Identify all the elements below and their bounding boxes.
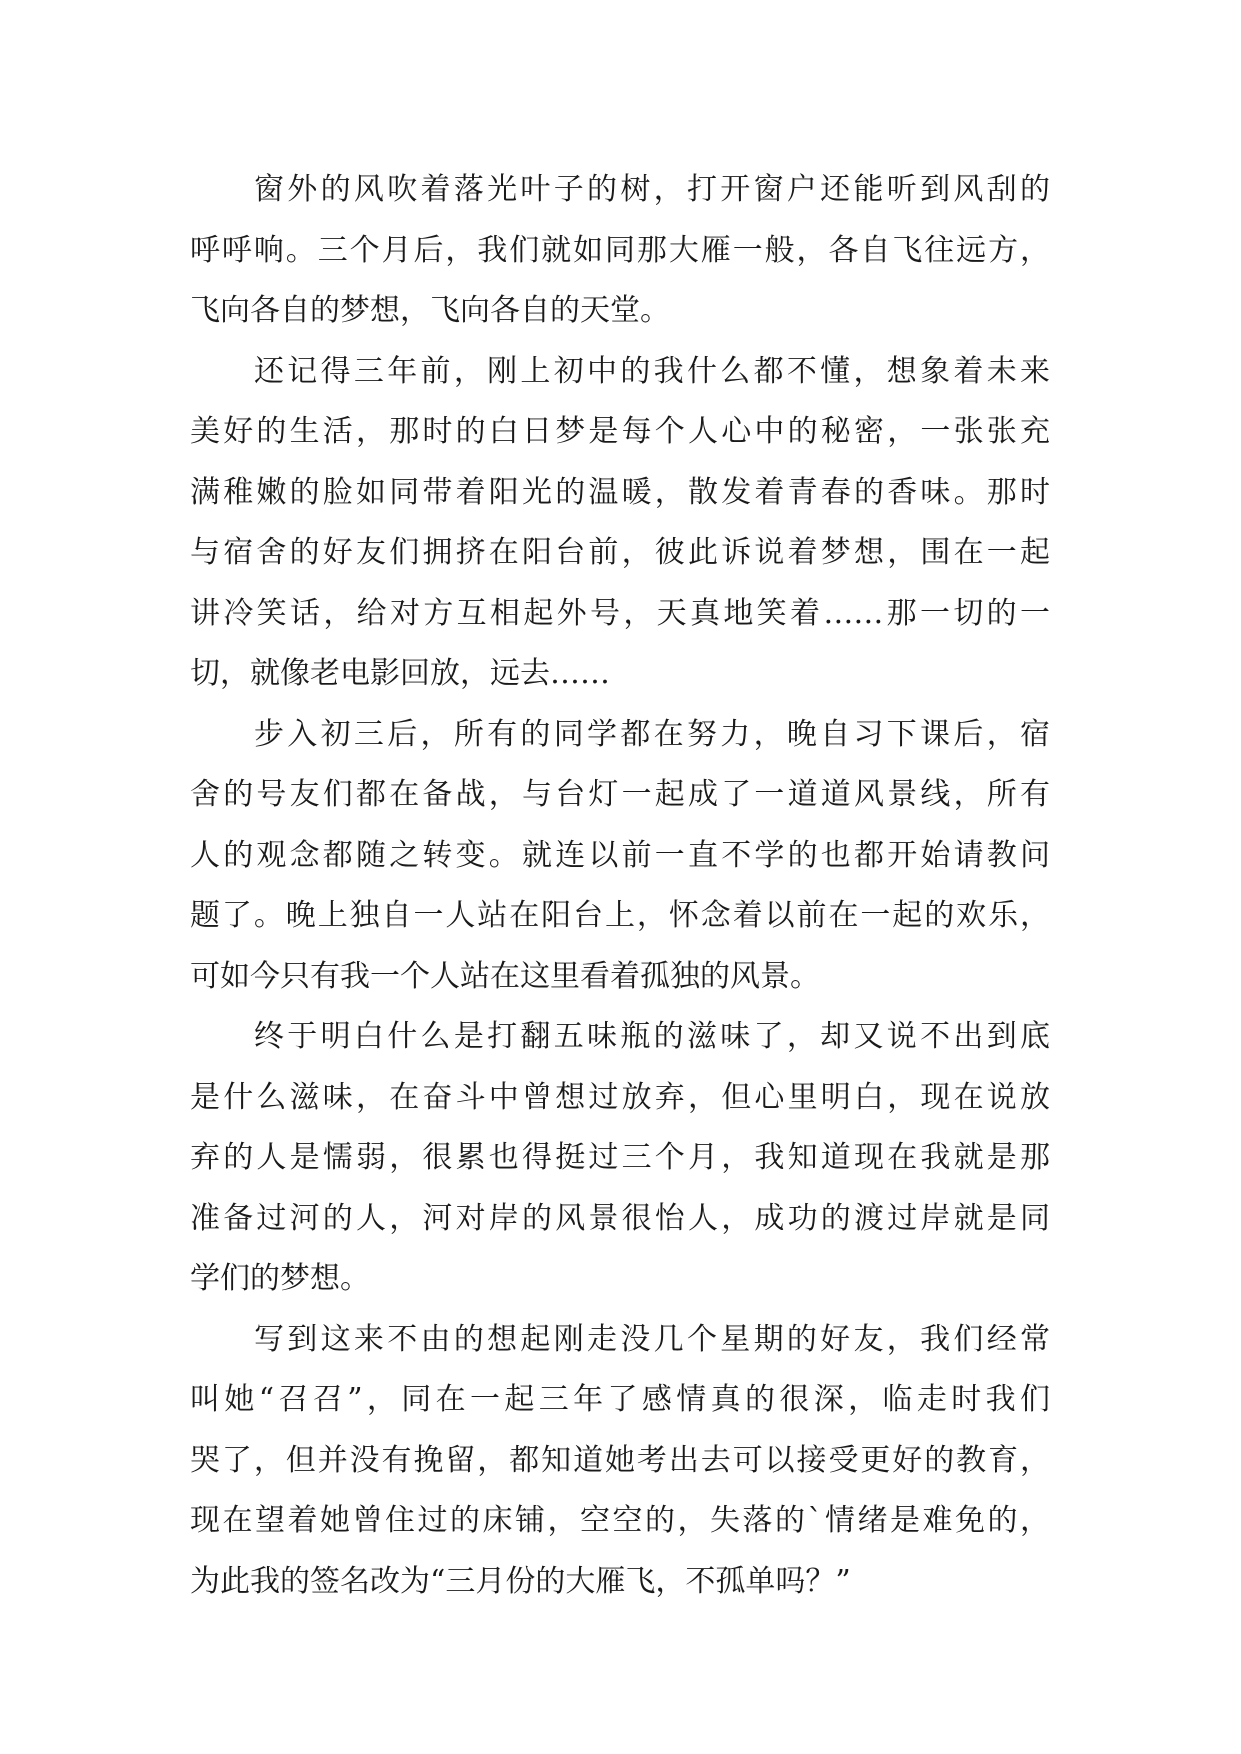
- paragraph-1-line-3: 飞向各自的梦想，飞向各自的天堂。: [190, 293, 670, 328]
- paragraph-2-line-1: 还记得三年前，刚上初中的我什么都不懂，想象着未来: [254, 353, 1050, 389]
- paragraph-4-line-3: 弃的人是懦弱，很累也得挺过三个月，我知道现在我就是那: [190, 1140, 1050, 1175]
- paragraph-3-line-2: 舍的号友们都在备战，与台灯一起成了一道道风景线，所有: [190, 777, 1050, 812]
- paragraph-5-line-3: 哭了，但并没有挽留，都知道她考出去可以接受更好的教育，: [190, 1442, 1050, 1478]
- paragraph-3-line-4: 题了。晚上独自一人站在阳台上，怀念着以前在一起的欢乐，: [190, 898, 1050, 933]
- paragraph-4-line-2: 是什么滋味，在奋斗中曾想过放弃，但心里明白，现在说放: [190, 1079, 1050, 1115]
- paragraph-5-line-2: 叫她“召召”，同在一起三年了感情真的很深，临走时我们: [190, 1382, 1050, 1417]
- paragraph-5-line-1: 写到这来不由的想起刚走没几个星期的好友，我们经常: [254, 1321, 1050, 1357]
- paragraph-2-line-2: 美好的生活，那时的白日梦是每个人心中的秘密，一张张充: [190, 414, 1050, 449]
- paragraph-5-line-5: 为此我的签名改为“三月份的大雁飞，不孤单吗？”: [190, 1563, 851, 1599]
- body-text: [190, 160, 1050, 1612]
- paragraph-2-line-4: 与宿舍的好友们拥挤在阳台前，彼此诉说着梦想，围在一起: [190, 535, 1050, 570]
- paragraph-4-line-4: 准备过河的人，河对岸的风景很怡人，成功的渡过岸就是同: [190, 1200, 1050, 1236]
- paragraph-2-line-5: 讲冷笑话，给对方互相起外号，天真地笑着……那一切的一: [190, 595, 1050, 631]
- paragraph-3-line-5: 可如今只有我一个人站在这里看着孤独的风景。: [190, 958, 820, 994]
- paragraph-1-line-1: 窗外的风吹着落光叶子的树，打开窗户还能听到风刮的: [254, 172, 1050, 207]
- paragraph-3-line-3: 人的观念都随之转变。就连以前一直不学的也都开始请教问: [190, 837, 1050, 873]
- paragraph-2-line-6: 切，就像老电影回放，远去……: [190, 656, 610, 691]
- paragraph-4-line-1: 终于明白什么是打翻五味瓶的滋味了，却又说不出到底: [254, 1019, 1050, 1054]
- paragraph-3-line-1: 步入初三后，所有的同学都在努力，晚自习下课后，宿: [254, 716, 1050, 752]
- paragraph-4-line-5: 学们的梦想。: [190, 1261, 370, 1296]
- paragraph-2-line-3: 满稚嫩的脸如同带着阳光的温暖，散发着青春的香味。那时: [190, 474, 1050, 510]
- paragraph-5-line-4: 现在望着她曾住过的床铺，空空的，失落的`情绪是难免的，: [190, 1503, 1050, 1538]
- paragraph-1-line-2: 呼呼响。三个月后，我们就如同那大雁一般，各自飞往远方，: [190, 232, 1050, 268]
